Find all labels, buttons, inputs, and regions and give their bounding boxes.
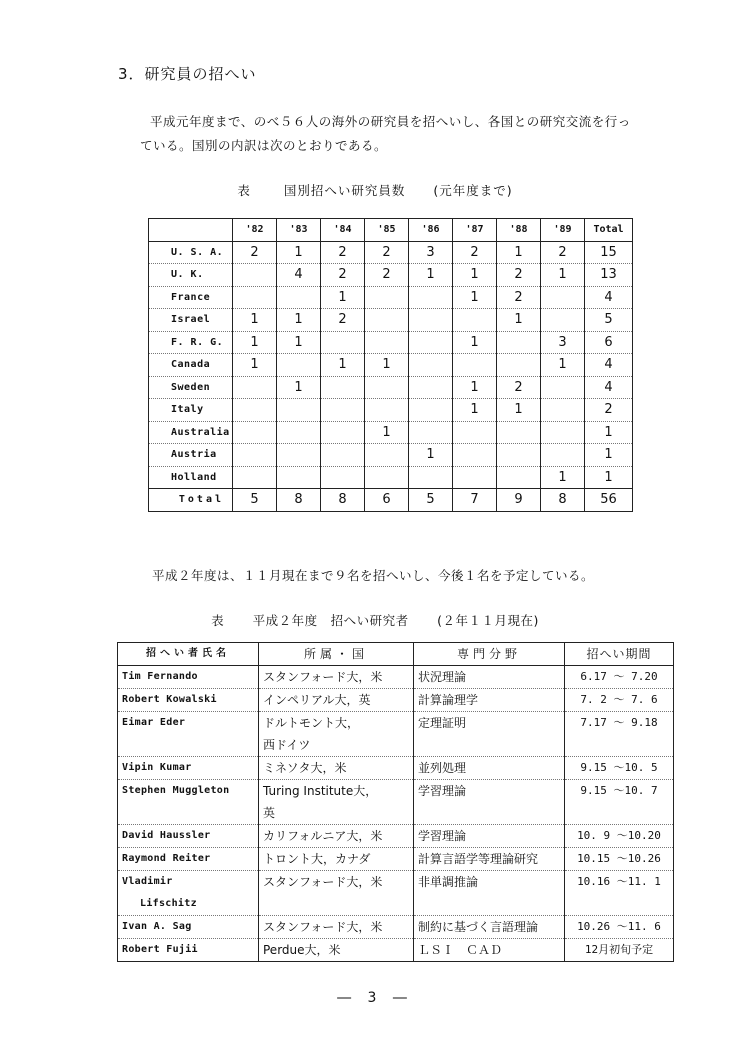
researcher-row xyxy=(118,757,674,780)
researcher-affiliation xyxy=(259,848,414,871)
researcher-row xyxy=(118,712,674,757)
research-field: 学習理論 xyxy=(414,780,565,825)
researcher-affiliation xyxy=(259,666,414,689)
researcher-row xyxy=(118,871,674,916)
count-cell xyxy=(541,421,585,444)
country-visitors-table xyxy=(148,218,633,512)
affiliation-line2: 西ドイツ xyxy=(263,738,311,752)
country-row xyxy=(149,286,633,309)
count-cell xyxy=(233,399,277,422)
count-cell xyxy=(233,444,277,467)
affiliation-line1: ドルトモント大， xyxy=(263,716,360,730)
researcher-name xyxy=(118,871,259,916)
researcher-row xyxy=(118,825,674,848)
country-row xyxy=(149,354,633,377)
visit-period: 9.15 ～10. 7 xyxy=(565,780,674,825)
table1-caption-note: (元年度まで) xyxy=(433,183,513,198)
country-name: F. R. G. xyxy=(149,331,233,354)
researcher-row xyxy=(118,939,674,962)
research-field: 並列処理 xyxy=(414,757,565,780)
count-cell xyxy=(365,331,409,354)
country-row xyxy=(149,309,633,332)
table1-caption-prefix: 表 xyxy=(237,183,251,198)
country-name: Austria xyxy=(149,444,233,467)
country-row xyxy=(149,241,633,264)
table1-corner-cell xyxy=(149,219,233,242)
researcher-name-line1: Robert Kowalski xyxy=(122,694,217,705)
count-cell xyxy=(321,399,365,422)
country-row xyxy=(149,421,633,444)
count-cell: 1 xyxy=(497,309,541,332)
count-cell xyxy=(233,421,277,444)
count-cell: 1 xyxy=(409,264,453,287)
researcher-affiliation xyxy=(259,916,414,939)
year-total-cell: 7 xyxy=(453,489,497,512)
researcher-name-line1: David Haussler xyxy=(122,830,211,841)
year-header: '82 xyxy=(233,219,277,242)
row-total-cell: 6 xyxy=(585,331,633,354)
count-cell: 1 xyxy=(233,309,277,332)
row-total-cell: 1 xyxy=(585,466,633,489)
researcher-name-line1: Robert Fujii xyxy=(122,944,198,955)
count-cell: 4 xyxy=(277,264,321,287)
section-heading: 3．研究員の招へい xyxy=(118,65,257,83)
table2-caption-prefix: 表 xyxy=(211,613,225,628)
count-cell xyxy=(497,354,541,377)
research-field: 非単調推論 xyxy=(414,871,565,916)
count-cell: 1 xyxy=(453,264,497,287)
country-row xyxy=(149,331,633,354)
count-cell xyxy=(409,286,453,309)
researcher-row xyxy=(118,666,674,689)
year-total-cell: 8 xyxy=(541,489,585,512)
research-field: 計算言語学等理論研究 xyxy=(414,848,565,871)
country-row xyxy=(149,264,633,287)
researcher-name-line1: Eimar Eder xyxy=(122,717,186,728)
count-cell xyxy=(453,466,497,489)
research-field: 状況理論 xyxy=(414,666,565,689)
count-cell: 2 xyxy=(321,309,365,332)
count-cell: 1 xyxy=(453,331,497,354)
count-cell: 2 xyxy=(541,241,585,264)
researcher-row xyxy=(118,780,674,825)
count-cell: 1 xyxy=(541,466,585,489)
affiliation-line1: インペリアル大，英 xyxy=(263,693,371,707)
count-cell xyxy=(321,444,365,467)
count-cell xyxy=(453,421,497,444)
researcher-name xyxy=(118,780,259,825)
row-total-cell: 4 xyxy=(585,376,633,399)
table2-header-cell: 専門分野 xyxy=(414,643,565,666)
country-row xyxy=(149,444,633,467)
researcher-name-line1: Raymond Reiter xyxy=(122,853,211,864)
year-total-cell: 6 xyxy=(365,489,409,512)
count-cell xyxy=(409,376,453,399)
research-field: 定理証明 xyxy=(414,712,565,757)
researcher-name xyxy=(118,712,259,757)
affiliation-line1: トロント大，カナダ xyxy=(263,852,371,866)
table2-header-cell: 招へい期間 xyxy=(565,643,674,666)
visiting-researchers-table xyxy=(117,642,674,962)
researcher-affiliation xyxy=(259,780,414,825)
row-total-cell: 1 xyxy=(585,421,633,444)
table2-caption xyxy=(0,611,750,629)
row-total-cell: 4 xyxy=(585,286,633,309)
grand-total-cell: 56 xyxy=(585,489,633,512)
year-total-cell: 5 xyxy=(233,489,277,512)
country-name: France xyxy=(149,286,233,309)
researcher-name xyxy=(118,916,259,939)
count-cell: 1 xyxy=(277,376,321,399)
year-total-cell: 8 xyxy=(321,489,365,512)
researcher-affiliation xyxy=(259,757,414,780)
country-row xyxy=(149,466,633,489)
visit-period: 7.17 ～ 9.18 xyxy=(565,712,674,757)
country-row xyxy=(149,376,633,399)
researcher-affiliation xyxy=(259,825,414,848)
country-name: Italy xyxy=(149,399,233,422)
row-total-cell: 2 xyxy=(585,399,633,422)
research-field: ＬＳＩ ＣＡＤ xyxy=(414,939,565,962)
count-cell xyxy=(497,466,541,489)
country-name: Holland xyxy=(149,466,233,489)
year-header: '89 xyxy=(541,219,585,242)
researcher-name xyxy=(118,689,259,712)
visit-period: 6.17 ～ 7.20 xyxy=(565,666,674,689)
count-cell: 2 xyxy=(233,241,277,264)
table1-header-row xyxy=(149,219,633,242)
count-cell xyxy=(497,421,541,444)
year-header: '87 xyxy=(453,219,497,242)
count-cell: 1 xyxy=(365,354,409,377)
intro-paragraph xyxy=(140,110,700,158)
researcher-row xyxy=(118,848,674,871)
researcher-name-line2: Lifschitz xyxy=(140,898,197,909)
count-cell xyxy=(409,466,453,489)
count-cell xyxy=(233,466,277,489)
affiliation-line1: スタンフォード大，米 xyxy=(263,875,383,889)
count-cell: 1 xyxy=(541,264,585,287)
count-cell: 1 xyxy=(453,286,497,309)
count-cell: 1 xyxy=(453,376,497,399)
count-cell xyxy=(365,444,409,467)
count-cell xyxy=(233,286,277,309)
count-cell xyxy=(541,399,585,422)
count-cell xyxy=(321,466,365,489)
visit-period: 9.15 ～10. 5 xyxy=(565,757,674,780)
count-cell: 1 xyxy=(409,444,453,467)
year-header: '84 xyxy=(321,219,365,242)
count-cell: 1 xyxy=(233,331,277,354)
year-header: '86 xyxy=(409,219,453,242)
researcher-name-line1: Tim Fernando xyxy=(122,671,198,682)
count-cell xyxy=(365,466,409,489)
year-header: '85 xyxy=(365,219,409,242)
year-total-cell: 5 xyxy=(409,489,453,512)
year-header: '88 xyxy=(497,219,541,242)
count-cell: 2 xyxy=(365,264,409,287)
row-total-cell: 5 xyxy=(585,309,633,332)
country-name: Canada xyxy=(149,354,233,377)
count-cell: 2 xyxy=(497,376,541,399)
total-row-label: Total xyxy=(149,489,233,512)
table1-total-row xyxy=(149,489,633,512)
count-cell xyxy=(277,399,321,422)
researcher-name xyxy=(118,939,259,962)
year-total-cell: 8 xyxy=(277,489,321,512)
count-cell: 3 xyxy=(541,331,585,354)
visit-period: 12月初旬予定 xyxy=(565,939,674,962)
count-cell xyxy=(321,421,365,444)
researcher-row xyxy=(118,916,674,939)
year-total-cell: 9 xyxy=(497,489,541,512)
table2-header-row xyxy=(118,643,674,666)
count-cell xyxy=(453,309,497,332)
count-cell xyxy=(277,466,321,489)
visit-period: 10.26 ～11. 6 xyxy=(565,916,674,939)
count-cell: 1 xyxy=(321,286,365,309)
count-cell xyxy=(277,444,321,467)
researcher-name-line1: Vipin Kumar xyxy=(122,762,192,773)
visit-period: 10. 9 ～10.20 xyxy=(565,825,674,848)
table2-caption-title: 平成２年度 招へい研究者 xyxy=(252,613,409,628)
count-cell: 1 xyxy=(277,331,321,354)
count-cell: 2 xyxy=(497,286,541,309)
researcher-affiliation xyxy=(259,689,414,712)
count-cell xyxy=(321,331,365,354)
count-cell: 1 xyxy=(497,399,541,422)
table2-header-cell: 所属・国 xyxy=(259,643,414,666)
count-cell xyxy=(453,444,497,467)
researcher-name xyxy=(118,825,259,848)
research-field: 計算論理学 xyxy=(414,689,565,712)
country-row xyxy=(149,399,633,422)
researcher-name xyxy=(118,757,259,780)
second-paragraph: 平成２年度は、１１月現在まで９名を招へいし、今後１名を予定している。 xyxy=(152,568,595,583)
count-cell xyxy=(277,286,321,309)
count-cell: 1 xyxy=(365,421,409,444)
affiliation-line1: Turing Institute大， xyxy=(263,784,378,798)
count-cell xyxy=(497,331,541,354)
researcher-name xyxy=(118,848,259,871)
count-cell xyxy=(409,399,453,422)
count-cell xyxy=(541,286,585,309)
count-cell xyxy=(409,309,453,332)
affiliation-line2: 英 xyxy=(263,806,276,820)
count-cell xyxy=(277,354,321,377)
count-cell xyxy=(365,309,409,332)
affiliation-line1: Perdue大，米 xyxy=(263,943,341,957)
year-header: '83 xyxy=(277,219,321,242)
table2-caption-note: (２年１１月現在) xyxy=(437,613,539,628)
total-header: Total xyxy=(585,219,633,242)
count-cell: 1 xyxy=(541,354,585,377)
count-cell: 2 xyxy=(321,241,365,264)
visit-period: 10.16 ～11. 1 xyxy=(565,871,674,916)
count-cell: 1 xyxy=(277,309,321,332)
country-name: Sweden xyxy=(149,376,233,399)
table1-caption-title: 国別招へい研究員数 xyxy=(283,183,406,198)
count-cell xyxy=(233,376,277,399)
count-cell: 1 xyxy=(277,241,321,264)
researcher-name-line1: Ivan A. Sag xyxy=(122,921,192,932)
affiliation-line1: スタンフォード大，米 xyxy=(263,670,383,684)
country-name: Australia xyxy=(149,421,233,444)
country-name: U. K. xyxy=(149,264,233,287)
affiliation-line1: スタンフォード大，米 xyxy=(263,920,383,934)
count-cell xyxy=(541,444,585,467)
count-cell xyxy=(541,376,585,399)
researcher-name xyxy=(118,666,259,689)
intro-line-2: ている。国別の内訳は次のとおりである。 xyxy=(140,138,388,153)
researcher-name-line1: Vladimir xyxy=(122,876,173,887)
count-cell xyxy=(409,354,453,377)
count-cell xyxy=(409,331,453,354)
count-cell: 2 xyxy=(365,241,409,264)
table2-header-cell: 招へい者氏名 xyxy=(118,643,259,666)
count-cell xyxy=(277,421,321,444)
count-cell xyxy=(233,264,277,287)
row-total-cell: 1 xyxy=(585,444,633,467)
country-name: Israel xyxy=(149,309,233,332)
count-cell: 2 xyxy=(453,241,497,264)
count-cell: 3 xyxy=(409,241,453,264)
research-field: 学習理論 xyxy=(414,825,565,848)
affiliation-line1: カリフォルニア大，米 xyxy=(263,829,383,843)
count-cell xyxy=(541,309,585,332)
count-cell: 1 xyxy=(321,354,365,377)
row-total-cell: 4 xyxy=(585,354,633,377)
row-total-cell: 13 xyxy=(585,264,633,287)
visit-period: 7. 2 ～ 7. 6 xyxy=(565,689,674,712)
researcher-row xyxy=(118,689,674,712)
count-cell xyxy=(453,354,497,377)
researcher-affiliation xyxy=(259,712,414,757)
researcher-name-line1: Stephen Muggleton xyxy=(122,785,230,796)
count-cell: 1 xyxy=(453,399,497,422)
count-cell: 2 xyxy=(497,264,541,287)
count-cell xyxy=(497,444,541,467)
count-cell xyxy=(365,376,409,399)
count-cell xyxy=(365,286,409,309)
count-cell xyxy=(321,376,365,399)
count-cell: 1 xyxy=(497,241,541,264)
affiliation-line1: ミネソタ大，米 xyxy=(263,761,347,775)
page-number: ― 3 ― xyxy=(337,990,413,1006)
count-cell: 1 xyxy=(233,354,277,377)
intro-line-1: 平成元年度まで、のべ５６人の海外の研究員を招へいし、各国との研究交流を行っ xyxy=(150,114,631,129)
visit-period: 10.15 ～10.26 xyxy=(565,848,674,871)
country-name: U. S. A. xyxy=(149,241,233,264)
count-cell xyxy=(365,399,409,422)
table1-caption xyxy=(0,181,750,199)
count-cell xyxy=(409,421,453,444)
count-cell: 2 xyxy=(321,264,365,287)
row-total-cell: 15 xyxy=(585,241,633,264)
research-field: 制約に基づく言語理論 xyxy=(414,916,565,939)
researcher-affiliation xyxy=(259,871,414,916)
researcher-affiliation xyxy=(259,939,414,962)
